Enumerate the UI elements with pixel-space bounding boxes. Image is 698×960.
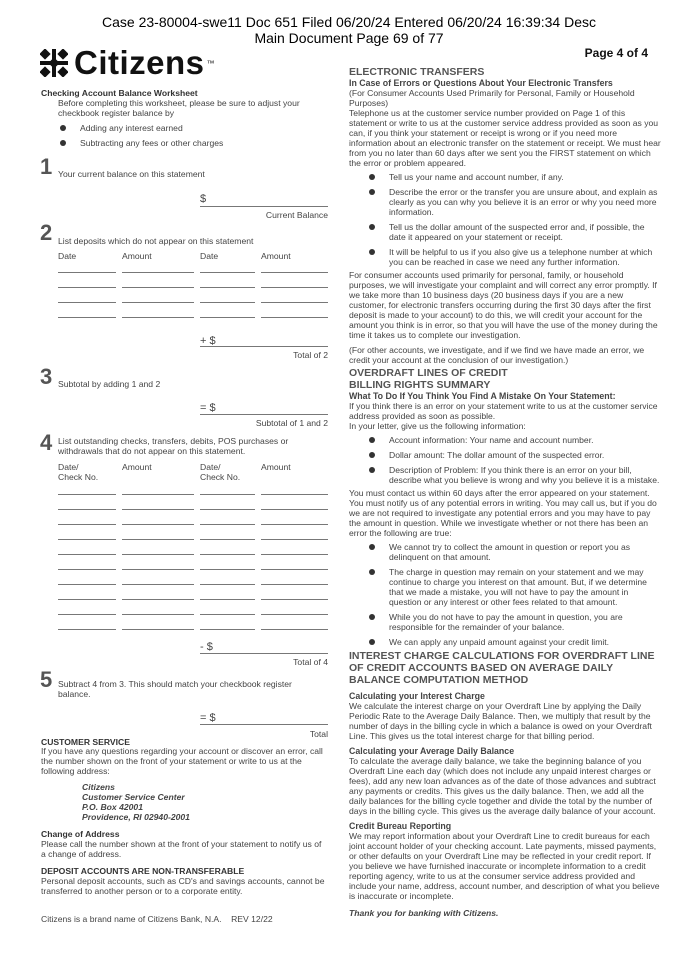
step3-number: 3	[40, 364, 53, 389]
entry-line[interactable]	[200, 554, 255, 555]
step5-prefix: = $	[200, 712, 216, 724]
entry-line[interactable]	[261, 287, 328, 288]
entry-line[interactable]	[122, 554, 194, 555]
address-line: Citizens	[82, 782, 115, 792]
entry-line[interactable]	[261, 317, 328, 318]
entry-line[interactable]	[200, 539, 255, 540]
overdraft-bullet: Account information: Your name and account number.	[349, 435, 661, 445]
entry-line[interactable]	[200, 569, 255, 570]
worksheet-intro: Before completing this worksheet, please be sure to adjust your checkbook register balance by	[58, 98, 300, 118]
interest-title: INTEREST CHARGE CALCULATIONS FOR OVERDRAFT LINE OF CREDIT ACCOUNTS BASED ON AVERAGE DAILY BALANCE COMPUTATION METHOD	[349, 650, 655, 686]
entry-line[interactable]	[58, 272, 116, 273]
entry-line[interactable]	[122, 524, 194, 525]
step1-caption: Current Balance	[265, 210, 328, 220]
court-header-line2: Main Document Page 69 of 77	[254, 30, 444, 46]
step4-col-date: Date/ Check No.	[200, 462, 241, 482]
address-line: P.O. Box 42001	[82, 802, 143, 812]
entry-line[interactable]	[58, 287, 116, 288]
electronic-bullet: Describe the error or the transfer you are unsure about, and explain as clearly as you can why you believe it is an error or why you need more information.	[349, 187, 661, 217]
step4-number: 4	[40, 430, 53, 455]
entry-line[interactable]	[122, 494, 194, 495]
court-header-line1: Case 23-80004-swe11 Doc 651 Filed 06/20/24 Entered 06/20/24 16:39:34 Desc	[102, 14, 596, 30]
citizens-logo	[40, 44, 215, 82]
entry-line[interactable]	[122, 272, 194, 273]
step4-col-amount: Amount	[261, 462, 291, 472]
entry-line[interactable]	[58, 302, 116, 303]
thanks-text: Thank you for banking with Citizens.	[349, 908, 499, 918]
overdraft-subtitle: What To Do If You Think You Find A Mistake On Your Statement:	[349, 391, 616, 401]
entry-line[interactable]	[200, 287, 255, 288]
entry-line[interactable]	[122, 509, 194, 510]
step3-caption: Subtotal of 1 and 2	[255, 418, 328, 428]
step5-number: 5	[40, 667, 53, 692]
address-line: Providence, RI 02940-2001	[82, 812, 190, 822]
step2-entry-line[interactable]	[200, 346, 328, 347]
interest-s2-title: Calculating your Average Daily Balance	[349, 746, 515, 756]
overdraft-title2: BILLING RIGHTS SUMMARY	[349, 379, 491, 391]
electronic-bullet: Tell us your name and account number, if any.	[349, 172, 661, 182]
overdraft-bullet: We can apply any unpaid amount against your credit limit.	[349, 637, 661, 647]
step4-entry-line[interactable]	[200, 653, 328, 654]
overdraft-bullet: While you do not have to pay the amount in question, you are responsible for the remainder of your balance.	[349, 612, 661, 632]
entry-line[interactable]	[261, 494, 328, 495]
electronic-para2: For consumer accounts used primarily for personal, family, or household purposes, we will investigate your complaint and will correct any error promptly. If we take more than 10 business days (20 business days if you are a new customer, for electronic transfers occurring during the first 30 days after the first deposit is made to your account) to do this, we will credit your account for the amount you think is in error, so that you will have the use of the money during the time it takes us to complete our investigation.	[349, 270, 658, 340]
interest-s3-title: Credit Bureau Reporting	[349, 821, 452, 831]
entry-line[interactable]	[122, 584, 194, 585]
electronic-title: ELECTRONIC TRANSFERS	[349, 66, 485, 78]
worksheet-bullets	[40, 123, 320, 148]
brand-name: Citizens	[74, 44, 205, 81]
step2-number: 2	[40, 220, 53, 245]
interest-s1-text: We calculate the interest charge on your Overdraft Line by applying the Daily Periodic Rate to the Average Daily Balance. Then, we multiply that result by the number of days in the billing cycle in which a balance is owed on your Overdraft Line. This gives us the total interest charge for that billing period.	[349, 701, 652, 741]
entry-line[interactable]	[58, 614, 116, 615]
step3-entry-line[interactable]	[200, 414, 328, 415]
brand-tm: ™	[206, 58, 216, 68]
entry-line[interactable]	[58, 569, 116, 570]
step4-prefix: - $	[200, 641, 213, 653]
entry-line[interactable]	[200, 614, 255, 615]
entry-line[interactable]	[58, 524, 116, 525]
entry-line[interactable]	[261, 554, 328, 555]
page-label: Page 4 of 4	[584, 46, 648, 60]
entry-line[interactable]	[122, 287, 194, 288]
electronic-para3: (For other accounts, we investigate, and if we find we have made an error, we credit your account at the conclusion of our investigation.)	[349, 345, 645, 365]
entry-line[interactable]	[58, 584, 116, 585]
entry-line[interactable]	[200, 629, 255, 630]
entry-line[interactable]	[261, 509, 328, 510]
entry-line[interactable]	[261, 599, 328, 600]
step5-text: Subtract 4 from 3. This should match your checkbook register balance.	[58, 679, 292, 699]
step2-prefix: + $	[200, 335, 216, 347]
entry-line[interactable]	[261, 569, 328, 570]
change-address-title: Change of Address	[41, 829, 120, 839]
deposit-title: DEPOSIT ACCOUNTS ARE NON-TRANSFERABLE	[41, 866, 245, 876]
step4-col-amount: Amount	[122, 462, 152, 472]
entry-line[interactable]	[58, 554, 116, 555]
footer-brand-note: Citizens is a brand name of Citizens Bank, N.A. REV 12/22	[41, 914, 273, 924]
entry-line[interactable]	[261, 584, 328, 585]
step4-col-date: Date/ Check No.	[58, 462, 99, 482]
interest-s3-text: We may report information about your Overdraft Line to credit bureaus for each joint account holder of your checking account. Late payments, missed payments, or other defaults on your Overdraft Line may be reflected in your credit report. If you believe we have furnished inaccurate or incomplete information to a credit reporting agency, write to us at the consumer service address provided and include your name, address, account number, and description of what you believe is inaccurate or incomplete.	[349, 831, 660, 901]
step3-text: Subtotal by adding 1 and 2	[58, 379, 161, 389]
entry-line[interactable]	[200, 599, 255, 600]
electronic-note: (For Consumer Accounts Used Primarily for Personal, Family or Household Purposes)	[349, 88, 635, 108]
entry-line[interactable]	[200, 272, 255, 273]
step1-number: 1	[40, 154, 53, 179]
entry-line[interactable]	[58, 509, 116, 510]
electronic-bullet: Tell us the dollar amount of the suspected error and, if possible, the date it appeared on your statement or receipt.	[349, 222, 661, 242]
right-column	[349, 66, 661, 918]
overdraft-bullet: We cannot try to collect the amount in question or report you as delinquent on that amount.	[349, 542, 661, 562]
worksheet-bullet: Subtracting any fees or other charges	[40, 138, 320, 148]
entry-line[interactable]	[200, 584, 255, 585]
worksheet-bullet: Adding any interest earned	[40, 123, 320, 133]
step2-col-date: Date	[200, 251, 219, 261]
overdraft-text: If you think there is an error on your statement write to us at the customer service address provided as soon as possible.	[349, 401, 658, 421]
overdraft-bullet: The charge in question may remain on your statement and we may continue to charge you interest on that amount. But, if we determine that we made a mistake, you will not have to pay the amount in question or any interest or other fees related to that amount.	[349, 567, 661, 607]
entry-line[interactable]	[200, 302, 255, 303]
entry-line[interactable]	[122, 614, 194, 615]
interest-s1-title: Calculating your Interest Charge	[349, 691, 485, 701]
citizens-logo-icon	[40, 49, 68, 77]
entry-line[interactable]	[122, 302, 194, 303]
step2-text: List deposits which do not appear on this statement	[58, 236, 254, 246]
step1-text: Your current balance on this statement	[58, 169, 205, 179]
step5-entry-line[interactable]	[200, 724, 328, 725]
electronic-text: Telephone us at the customer service number provided on Page 1 of this statement or write to us at the customer service address provided as soon as you can, if you think your statement or receipt is wrong or if you need more information about an electronic transfer on the statement or receipt. We must hear from you no later than 60 days after we sent you the FIRST statement on which the error or problem appeared.	[349, 108, 661, 168]
entry-line[interactable]	[58, 599, 116, 600]
step1-prefix: $	[200, 193, 207, 205]
address-line: Customer Service Center	[82, 792, 185, 802]
entry-line[interactable]	[200, 524, 255, 525]
overdraft-bullet: Description of Problem: If you think there is an error on your bill, describe what you believe is wrong and why you believe it is a mistake.	[349, 465, 661, 485]
customer-service-text: If you have any questions regarding your account or discover an error, call the number shown on the front of your statement or write to us at the following address:	[41, 746, 323, 776]
step4-caption: Total of 4	[293, 657, 328, 667]
step5-caption: Total	[309, 729, 328, 739]
customer-service-title: CUSTOMER SERVICE	[41, 737, 130, 747]
entry-line[interactable]	[58, 539, 116, 540]
overdraft-text2: In your letter, give us the following information:	[349, 421, 526, 431]
step3-prefix: = $	[200, 402, 216, 414]
customer-service-address	[82, 782, 190, 822]
entry-line[interactable]	[58, 494, 116, 495]
electronic-subtitle: In Case of Errors or Questions About Your Electronic Transfers	[349, 78, 613, 88]
entry-line[interactable]	[261, 539, 328, 540]
entry-line[interactable]	[261, 302, 328, 303]
step4-text: List outstanding checks, transfers, debits, POS purchases or withdrawals that do not appear on this statement.	[58, 436, 289, 456]
entry-line[interactable]	[200, 494, 255, 495]
interest-s2-text: To calculate the average daily balance, we take the beginning balance of you Overdraft Line each day (which does not include any unpaid interest charges or fees), add any new loan advances as of the date of those advances and subtract any payments or credits. This gives us the daily balance. Then, we add all the daily balances for the billing cycle together and divide the total by the number of days in the billing cycle. This gives us the average daily balance of your account.	[349, 756, 656, 816]
overdraft-bullet: Dollar amount: The dollar amount of the suspected error.	[349, 450, 661, 460]
step1-entry-line[interactable]	[200, 206, 328, 207]
entry-line[interactable]	[261, 272, 328, 273]
electronic-bullet: It will be helpful to us if you also give us a telephone number at which you can be reached in case we need any further information.	[349, 247, 661, 267]
entry-line[interactable]	[200, 509, 255, 510]
change-address-text: Please call the number shown at the front of your statement to notify us of a change of address.	[41, 839, 322, 859]
deposit-text: Personal deposit accounts, such as CD's and savings accounts, cannot be transferred to another person or to a corporate entity.	[41, 876, 325, 896]
entry-line[interactable]	[122, 317, 194, 318]
step2-col-amount: Amount	[122, 251, 152, 261]
entry-line[interactable]	[58, 629, 116, 630]
entry-line[interactable]	[122, 539, 194, 540]
entry-line[interactable]	[261, 629, 328, 630]
step2-col-date: Date	[58, 251, 77, 261]
step2-caption: Total of 2	[293, 350, 328, 360]
step2-col-amount: Amount	[261, 251, 291, 261]
entry-line[interactable]	[122, 599, 194, 600]
entry-line[interactable]	[261, 524, 328, 525]
entry-line[interactable]	[58, 317, 116, 318]
overdraft-title1: OVERDRAFT LINES OF CREDIT	[349, 367, 508, 379]
entry-line[interactable]	[261, 614, 328, 615]
entry-line[interactable]	[200, 317, 255, 318]
entry-line[interactable]	[122, 629, 194, 630]
overdraft-para2: You must contact us within 60 days after the error appeared on your statement. You must notify us of any potential errors in writing. You may call us, but if you do we are not required to investigate any potential errors and you may have to pay the amount in question. While we investigate whether or not there has been an error the following are true:	[349, 488, 657, 538]
entry-line[interactable]	[122, 569, 194, 570]
worksheet-title: Checking Account Balance Worksheet	[41, 88, 198, 98]
